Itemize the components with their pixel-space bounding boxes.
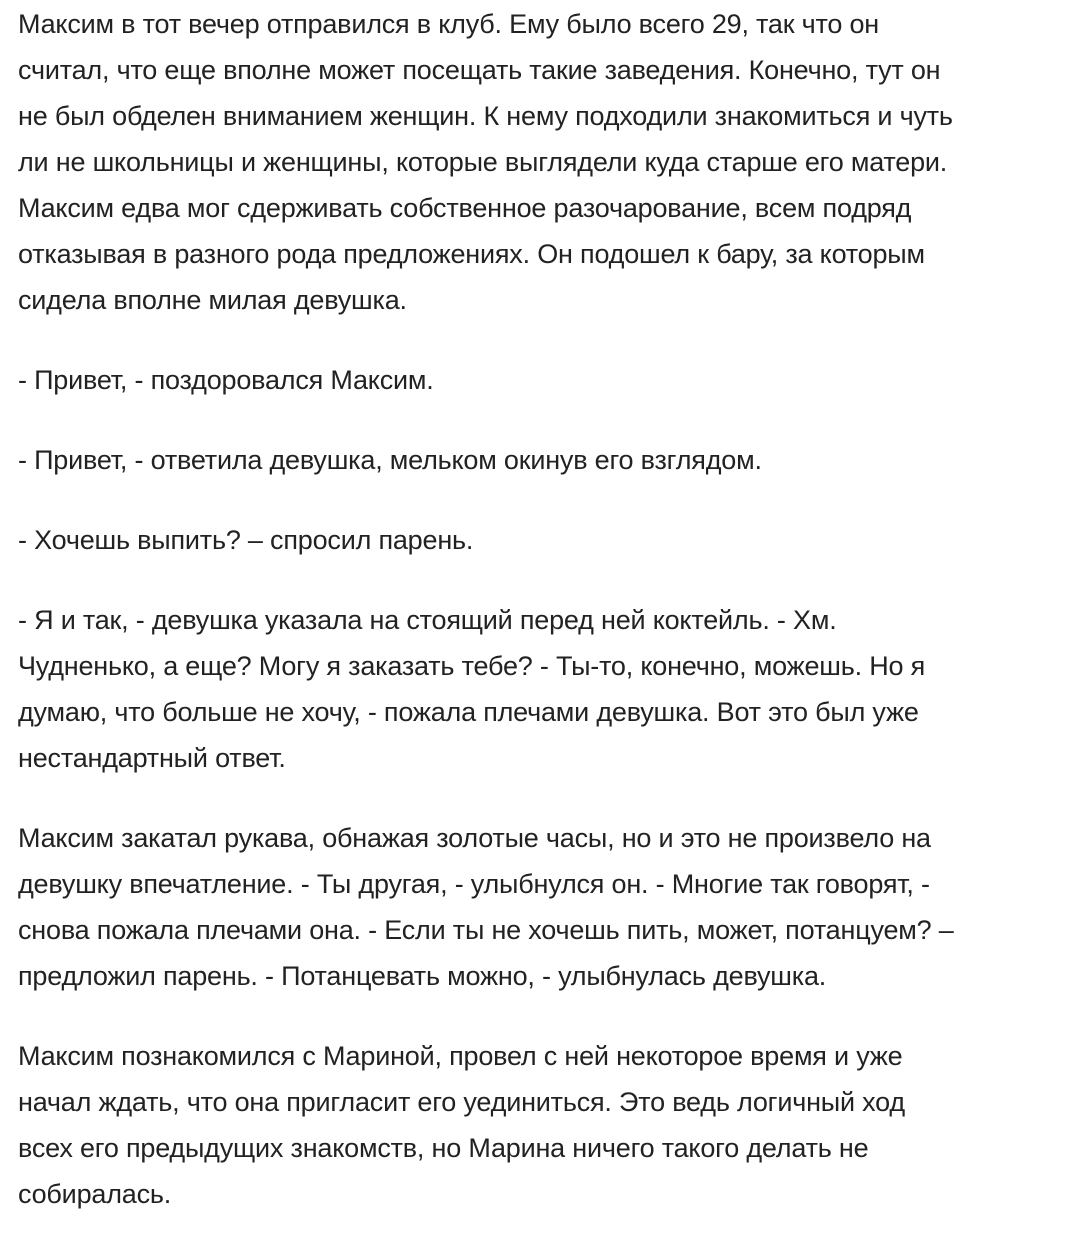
dialogue-line-drink-offer: - Хочешь выпить? – спросил парень. <box>18 525 474 555</box>
paragraph-dance: Максим закатал рукава, обнажая золотые часы, но и это не произвело на девушку впечатление. - Ты другая, - улыбнулся он. - Многие так говорят, - снова пожала плечами она. - Если ты не хочешь пить, может, потанцуем? – предложил парень. - Потанцевать можно, - улыбнулась девушка. <box>18 823 954 991</box>
article-body <box>18 0 1068 1251</box>
paragraph-cocktail-dialogue: - Я и так, - девушка указала на стоящий перед ней коктейль. - Хм. Чудненько, а еще? Могу я заказать тебе? - Ты-то, конечно, можешь. Но я думаю, что больше не хочу, - пожала плечами девушка. Вот это был уже нестандартный ответ. <box>18 605 926 773</box>
paragraph-marina: Максим познакомился с Мариной, провел с ней некоторое время и уже начал ждать, что она пригласит его уединиться. Это ведь логичный ход всех его предыдущих знакомств, но Марина ничего такого делать не собиралась. <box>18 1041 905 1209</box>
paragraph-intro: Максим в тот вечер отправился в клуб. Ему было всего 29, так что он считал, что еще вполне может посещать такие заведения. Конечно, тут он не был обделен вниманием женщин. К нему подходили знакомиться и чуть ли не школьницы и женщины, которые выглядели куда старше его матери. Максим едва мог сдерживать собственное разочарование, всем подряд отказывая в разного рода предложениях. Он подошел к бару, за которым сидела вполне милая девушка. <box>18 9 953 315</box>
dialogue-line-greeting: - Привет, - поздоровался Максим. <box>18 365 434 395</box>
dialogue-line-reply: - Привет, - ответила девушка, мельком окинув его взглядом. <box>18 445 762 475</box>
